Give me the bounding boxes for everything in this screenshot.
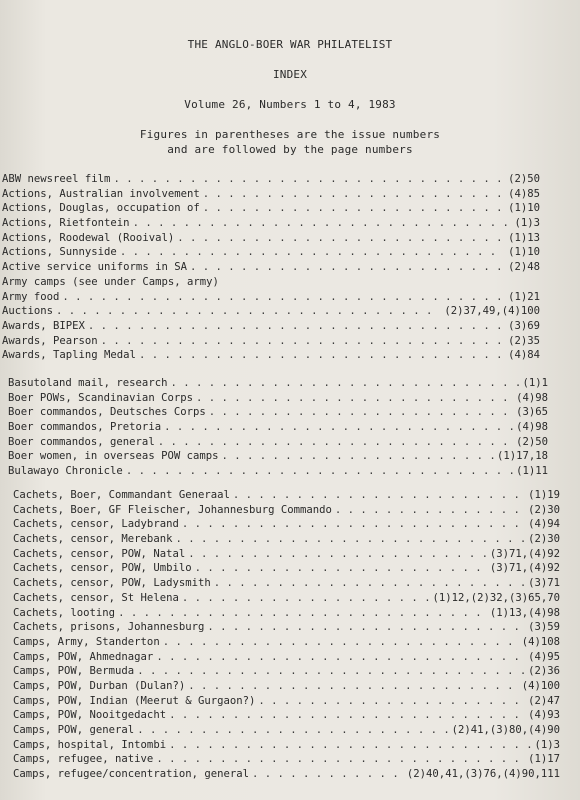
index-entry (2, 187, 542, 202)
dot-leader (169, 708, 525, 723)
index-entry-page-ref: (4)94 (528, 518, 560, 531)
index-entry-label: Bulawayo Chronicle (8, 465, 123, 478)
index-entry (2, 275, 542, 290)
dot-leader (209, 405, 513, 420)
index-heading: INDEX (272, 68, 308, 81)
index-entry-page-ref: (2)30 (528, 533, 560, 546)
index-entry (2, 172, 542, 187)
dot-leader (203, 201, 505, 216)
index-entry-label: Cachets, censor, POW, Natal (13, 547, 186, 560)
index-entry (13, 723, 560, 738)
index-entry-label: Cachets, censor, Merebank (13, 533, 173, 546)
index-entry-page-ref: (1)10 (508, 246, 540, 259)
index-entry-label: Cachets, prisons, Johannesburg (13, 621, 205, 634)
index-entry-label: Camps, POW, Bermuda (13, 665, 135, 678)
index-entry (13, 503, 560, 518)
dot-leader (133, 216, 512, 231)
dot-leader (56, 304, 441, 319)
dot-leader (164, 420, 513, 435)
index-entry (13, 738, 560, 753)
dot-leader (196, 391, 513, 406)
index-entry-page-ref: (4)95 (528, 650, 560, 663)
index-entry-label: Actions, Australian involvement (2, 187, 200, 200)
index-entry-page-ref: (4)98 (516, 421, 548, 434)
dot-leader (156, 752, 525, 767)
index-entry-page-ref: (4)84 (508, 349, 540, 362)
index-section-a (2, 172, 542, 363)
index-entry (2, 231, 542, 246)
index-entry-label: Awards, BIPEX (2, 319, 85, 332)
index-entry (13, 752, 560, 767)
dot-leader (188, 547, 487, 562)
index-entry-label: Camps, POW, general (13, 724, 135, 736)
index-entry (13, 635, 560, 650)
index-entry (2, 216, 542, 231)
index-entry-label: Cachets, Boer, GF Fleischer, Johannesburg Commando (13, 503, 332, 516)
dot-leader (120, 245, 505, 260)
index-entry-page-ref: (3)65 (516, 406, 548, 419)
index-entry-page-ref: (2)41,(3)80,(4)90 (451, 724, 560, 736)
index-entry (13, 708, 560, 723)
index-entry-label: Active service uniforms in SA (2, 261, 187, 274)
index-entry-page-ref: (1)19 (528, 489, 560, 501)
explanatory-note-line-1: Figures in parentheses are the issue numbers (139, 128, 441, 141)
index-entry-label: Basutoland mail, research (8, 377, 168, 389)
index-entry (8, 420, 548, 435)
index-entry-label: Camps, hospital, Intombi (13, 738, 167, 751)
index-entry-page-ref: (2)30 (528, 503, 560, 516)
index-entry-label: Boer women, in overseas POW camps (8, 450, 219, 463)
index-entry (8, 405, 548, 420)
index-entry (13, 547, 560, 562)
index-entry-label: Boer commandos, general (8, 435, 155, 448)
index-entry-label: Cachets, Boer, Commandant Generaal (13, 489, 230, 501)
index-entry (13, 606, 560, 621)
index-entry-page-ref: (1)11 (516, 465, 548, 478)
index-entry-page-ref: (1)17,18 (496, 450, 548, 463)
dot-leader (175, 532, 525, 547)
index-entry-page-ref: (3)59 (528, 621, 560, 634)
index-entry-label: Actions, Douglas, occupation of (2, 202, 200, 215)
dot-leader (156, 650, 525, 665)
index-entry-label: ABW newsreel film (2, 173, 111, 185)
dot-leader (169, 738, 531, 753)
publication-title: THE ANGLO-BOER WAR PHILATELIST (187, 38, 393, 51)
index-entry (13, 576, 560, 591)
index-entry-page-ref: (1)3 (534, 738, 560, 751)
index-entry (8, 435, 548, 450)
index-entry-page-ref: (2)35 (508, 334, 540, 347)
index-entry-page-ref: (4)98 (516, 391, 548, 404)
dot-leader (177, 231, 505, 246)
index-entry-page-ref: (1)1 (522, 377, 548, 389)
index-entry (13, 767, 560, 782)
dot-leader (221, 449, 493, 464)
index-section-c (13, 488, 560, 782)
index-entry-label: Camps, refugee/concentration, general (13, 768, 249, 781)
dot-leader (252, 767, 404, 782)
index-entry (2, 348, 542, 363)
index-section-b (8, 376, 548, 479)
dot-leader (163, 635, 519, 650)
index-entry-page-ref: (2)40,41,(3)76,(4)90,111 (406, 768, 560, 781)
index-entry-label: Auctions (2, 305, 54, 318)
index-entry-label: Cachets, censor, POW, Umbilo (13, 562, 192, 575)
index-entry-label: Cachets, censor, Ladybrand (13, 518, 179, 531)
index-entry (2, 245, 542, 260)
index-entry-label: Cachets, censor, St Helena (13, 591, 179, 604)
index-entry (8, 464, 548, 479)
index-entry-page-ref: (1)13,(4)98 (489, 606, 560, 619)
dot-leader (188, 679, 519, 694)
index-entry-page-ref: (2)48 (508, 261, 540, 274)
index-entry-page-ref: (2)37,49,(4)100 (444, 305, 540, 318)
index-entry-page-ref: (2)50 (516, 435, 548, 448)
index-entry-label: Cachets, looting (13, 606, 116, 619)
index-entry-page-ref: (1)10 (508, 202, 540, 215)
index-entry-label: Actions, Sunnyside (2, 246, 117, 259)
index-entry-page-ref: (2)36 (528, 665, 560, 678)
index-entry-label: Camps, POW, Nooitgedacht (13, 709, 167, 722)
index-entry (13, 591, 560, 606)
dot-leader (113, 172, 505, 187)
index-entry-page-ref: (4)93 (528, 709, 560, 722)
index-entry (8, 376, 548, 391)
index-entry-label: Awards, Pearson (2, 334, 98, 347)
dot-leader (126, 464, 513, 479)
index-entry (8, 449, 548, 464)
index-entry (2, 260, 542, 275)
index-entry-page-ref: (2)50 (508, 173, 540, 185)
index-entry-page-ref: (4)100 (521, 679, 560, 692)
dot-leader (233, 488, 525, 503)
index-entry-label: Boer commandos, Deutsches Corps (8, 406, 206, 419)
dot-leader (137, 723, 448, 738)
index-entry-label: Camps, POW, Durban (Dulan?) (13, 679, 186, 692)
index-entry-label: Camps, refugee, native (13, 753, 154, 766)
dot-leader (101, 334, 505, 349)
index-entry (2, 319, 542, 334)
index-entry-page-ref: (4)108 (521, 635, 560, 648)
index-entry (2, 334, 542, 349)
index-entry (13, 694, 560, 709)
dot-leader (214, 576, 525, 591)
volume-line: Volume 26, Numbers 1 to 4, 1983 (184, 98, 396, 111)
index-entry (13, 679, 560, 694)
index-entry-label: Boer commandos, Pretoria (8, 421, 162, 434)
index-entry (13, 561, 560, 576)
dot-leader (190, 260, 505, 275)
dot-leader (137, 664, 525, 679)
index-entry-label: Army food (2, 290, 60, 303)
index-entry-label: Camps, Army, Standerton (13, 635, 160, 648)
index-entry-page-ref: (2)47 (528, 694, 560, 707)
index-entry (2, 290, 542, 305)
index-entry-label: Cachets, censor, POW, Ladysmith (13, 577, 211, 590)
explanatory-note-line-2: and are followed by the page numbers (167, 143, 413, 156)
index-entry (8, 391, 548, 406)
index-entry (13, 620, 560, 635)
index-entry-label: Awards, Tapling Medal (2, 349, 136, 362)
index-entry-label: Camps, POW, Ahmednagar (13, 650, 154, 663)
index-entry-page-ref: (1)17 (528, 753, 560, 766)
index-entry (13, 664, 560, 679)
index-entry-page-ref: (1)21 (508, 290, 540, 303)
dot-leader (207, 620, 525, 635)
dot-leader (62, 290, 505, 305)
index-entry (2, 304, 542, 319)
index-entry (2, 201, 542, 216)
dot-leader (195, 561, 487, 576)
index-entry (13, 532, 560, 547)
index-entry-page-ref: (3)71,(4)92 (489, 562, 560, 575)
dot-leader (203, 187, 505, 202)
dot-leader (335, 503, 525, 518)
index-entry-page-ref: (3)71,(4)92 (489, 547, 560, 560)
index-entry-label: Army camps (see under Camps, army) (2, 275, 219, 288)
index-entry-page-ref: (3)71 (528, 577, 560, 590)
index-entry-label: Camps, POW, Indian (Meerut & Gurgaon?) (13, 694, 256, 707)
index-entry-page-ref: (1)13 (508, 231, 540, 244)
index-entry (13, 650, 560, 665)
dot-leader (258, 694, 525, 709)
index-entry-page-ref: (3)69 (508, 319, 540, 332)
index-entry (13, 517, 560, 532)
index-entry-label: Actions, Rietfontein (2, 217, 130, 230)
dot-leader (158, 435, 513, 450)
dot-leader (139, 348, 505, 363)
index-entry (13, 488, 560, 503)
dot-leader (182, 517, 525, 532)
dot-leader (88, 319, 505, 334)
index-entry-label: Boer POWs, Scandinavian Corps (8, 391, 193, 404)
index-entry-page-ref: (1)12,(2)32,(3)65,70 (432, 591, 560, 604)
dot-leader (182, 591, 430, 606)
index-entry-page-ref: (1)3 (514, 217, 540, 230)
dot-leader (118, 606, 487, 621)
index-entry-label: Actions, Roodewal (Rooival) (2, 231, 175, 244)
dot-leader (170, 376, 519, 391)
index-entry-page-ref: (4)85 (508, 187, 540, 200)
